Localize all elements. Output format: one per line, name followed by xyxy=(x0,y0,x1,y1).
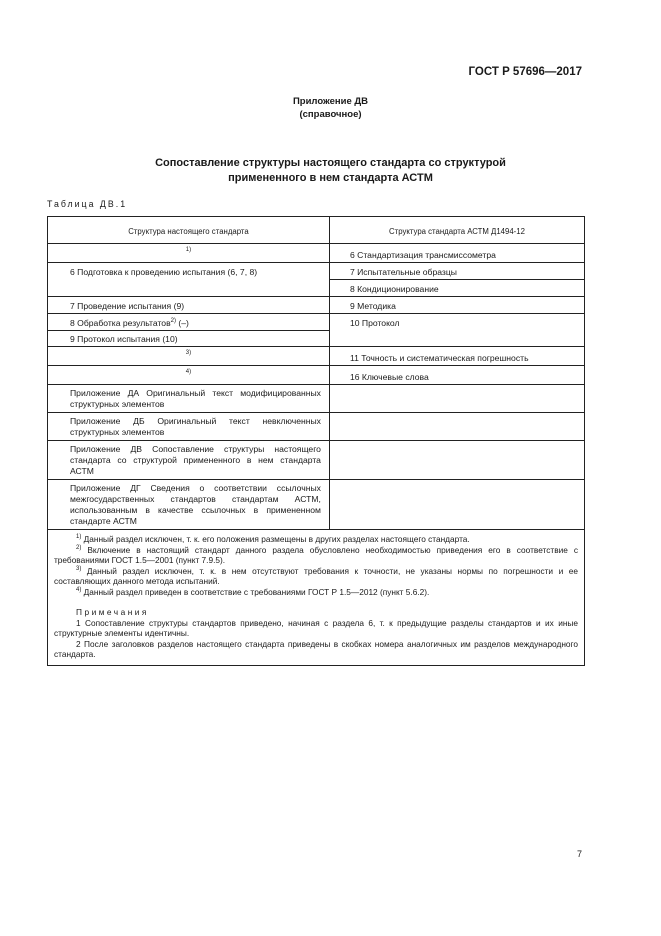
table-cell xyxy=(329,366,584,385)
footnote-text: Данный раздел исключен, т. к. его положения размещены в других разделах настоящего стандарта. xyxy=(81,534,470,544)
note-1: 1 Сопоставление структуры стандартов приведено, начиная с раздела 6, т. к предыдущие разделы стандартов и их иные структурные элементы идентичны. xyxy=(54,617,578,638)
table-row xyxy=(48,314,585,331)
table-row xyxy=(48,263,585,280)
column-header-right: Структура стандарта АСТМ Д1494-12 xyxy=(329,217,584,244)
cell-text: 6 Стандартизация трансмиссометра xyxy=(349,250,496,260)
cell-text-tail: (–) xyxy=(176,318,189,328)
cell-paragraph: Приложение ДА Оригинальный текст модифицированных структурных элементов xyxy=(70,388,321,409)
footnote-3 xyxy=(54,566,578,587)
notes-title: Примечания xyxy=(76,607,149,617)
footnotes-cell xyxy=(48,530,585,666)
footnote-2 xyxy=(54,545,578,566)
table-footnotes-row xyxy=(48,530,585,666)
footnote-ref: 2) xyxy=(170,318,176,325)
footnote-text: Включение в настоящий стандарт данного раздела обусловлено необходимостью приведения его в соответствие с требованиями ГОСТ 1.5—2001 (пункт 7.9.5). xyxy=(54,544,578,565)
cell-text-main: 8 Обработка результатов xyxy=(70,318,171,328)
table-row xyxy=(48,480,585,530)
cell-text xyxy=(48,413,329,440)
cell-text: 9 Протокол испытания (10) xyxy=(70,334,178,344)
cell-paragraph: Приложение ДВ Сопоставление структуры настоящего стандарта со структурой примененного в нем стандарта АСТМ xyxy=(70,444,321,476)
section-title-line-1: Сопоставление структуры настоящего стандарта со структурой xyxy=(155,157,506,169)
table-row xyxy=(48,385,585,413)
footnote-text: Данный раздел исключен, т. к. в нем отсутствуют требования к точности, не указаны нормы по погрешности и ее составляющих данного метода испытаний. xyxy=(54,565,578,586)
table-row xyxy=(48,347,585,366)
cell-text xyxy=(48,385,329,412)
footnote-mark: 2) xyxy=(76,544,82,551)
appendix-title: Приложение ДВ xyxy=(292,96,369,107)
table-cell xyxy=(329,347,584,366)
cell-text: 8 Кондиционирование xyxy=(349,284,439,294)
page-number: 7 xyxy=(577,849,583,859)
cell-text xyxy=(48,441,329,479)
cell-paragraph: Приложение ДГ Сведения о соответствии ссылочных межгосударственных стандартов стандартам АСТМ, использованным в качестве ссылочных в примененном стандарте АСТМ xyxy=(70,483,321,526)
table-cell xyxy=(329,441,584,480)
cell-text: 6 Подготовка к проведению испытания (6, 7, 8) xyxy=(70,267,258,277)
table-header-row xyxy=(48,217,585,244)
table-cell xyxy=(329,314,584,347)
table-cell xyxy=(329,413,584,441)
structure-comparison-table xyxy=(47,216,585,666)
cell-text: 10 Протокол xyxy=(349,318,400,328)
table-row xyxy=(48,413,585,441)
footnote-mark: 1) xyxy=(76,534,82,541)
table-cell xyxy=(48,480,330,530)
table-cell xyxy=(48,441,330,480)
cell-text: 7 Проведение испытания (9) xyxy=(70,301,185,311)
table-label: Таблица ДВ.1 xyxy=(47,199,128,209)
footnote-mark: 4) xyxy=(76,586,82,593)
table-row xyxy=(48,297,585,314)
appendix-subtitle: (справочное) xyxy=(299,109,362,120)
table-row xyxy=(48,441,585,480)
appendix-heading xyxy=(0,95,661,121)
footnote-mark: 3) xyxy=(76,565,82,572)
cell-text: 9 Методика xyxy=(349,301,396,311)
table-cell xyxy=(48,413,330,441)
table-cell xyxy=(48,331,330,347)
table-cell xyxy=(329,480,584,530)
footnote-4 xyxy=(54,587,578,598)
document-code: ГОСТ Р 57696—2017 xyxy=(468,66,582,78)
table-cell xyxy=(329,385,584,413)
section-title xyxy=(0,156,661,186)
cell-text xyxy=(48,480,329,529)
table-cell xyxy=(48,385,330,413)
table-row xyxy=(48,244,585,263)
cell-text: 7 Испытательные образцы xyxy=(349,267,457,277)
table-cell xyxy=(329,297,584,314)
table-cell xyxy=(48,297,330,314)
footnote-text: Данный раздел приведен в соответствие с требованиями ГОСТ Р 1.5—2012 (пункт 5.6.2). xyxy=(81,586,430,597)
footnote-1 xyxy=(54,534,578,545)
table-cell xyxy=(329,280,584,297)
section-title-line-2: примененного в нем стандарта АСТМ xyxy=(228,172,433,184)
cell-paragraph: Приложение ДБ Оригинальный текст невключенных структурных элементов xyxy=(70,416,321,437)
cell-text: 11 Точность и систематическая погрешность xyxy=(349,353,529,363)
footnote-ref-cell: 1) xyxy=(48,244,330,263)
footnote-ref-cell: 3) xyxy=(48,347,330,366)
note-2: 2 После заголовков разделов настоящего стандарта приведены в скобках номера аналогичных им разделов международного стандарта. xyxy=(54,638,578,659)
column-header-left: Структура настоящего стандарта xyxy=(48,217,330,244)
cell-text: 16 Ключевые слова xyxy=(349,372,429,382)
footnote-ref-cell: 4) xyxy=(48,366,330,385)
table-cell xyxy=(329,244,584,263)
table-cell xyxy=(48,263,330,297)
table-cell xyxy=(48,314,330,331)
table-cell xyxy=(329,263,584,280)
table-row xyxy=(48,366,585,385)
cell-text xyxy=(48,314,329,330)
